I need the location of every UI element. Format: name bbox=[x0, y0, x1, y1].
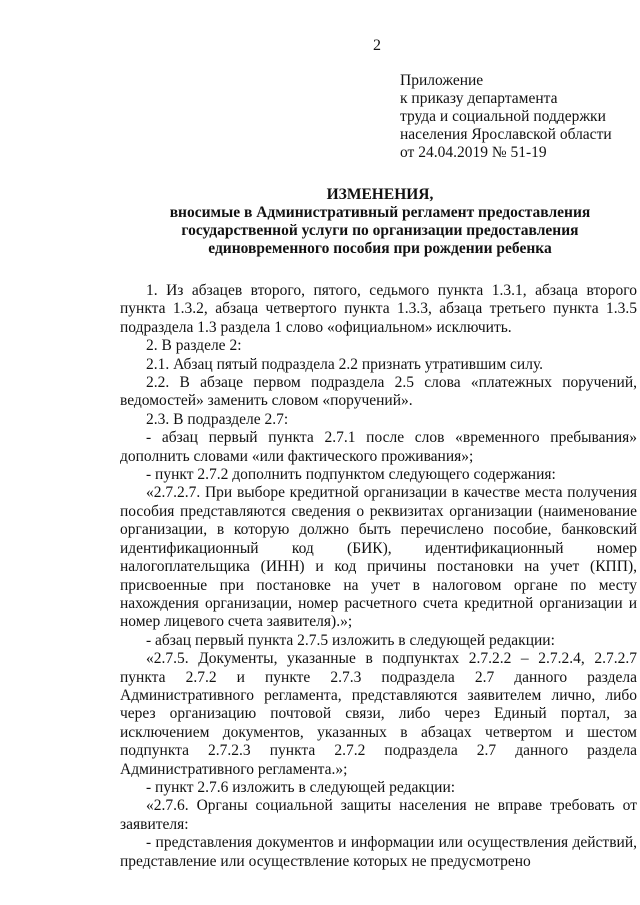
appendix-block bbox=[400, 72, 612, 162]
paragraph: «2.7.2.7. При выборе кредитной организации в качестве места получения пособия представляются сведения о реквизитах организации (наименование организации, в которую должно быть перечислено пособие, банковский идентификационный код (БИК), идентификационный номер налогоплательщика (ИНН) и код причины постановки на учет (КПП), присвоенные при постановке на учет в налоговом органе по месту нахождения организации, номер расчетного счета кредитной организации и номер лицевого счета заявителя).»; bbox=[120, 484, 637, 631]
appendix-line: от 24.04.2019 № 51-19 bbox=[400, 144, 547, 161]
paragraph: 2. В разделе 2: bbox=[146, 337, 242, 355]
paragraph: 2.2. В абзаце первом подраздела 2.5 слова «платежных поручений, ведомостей» заменить словом «поручений». bbox=[120, 374, 637, 410]
paragraph: «2.7.5. Документы, указанные в подпунктах 2.7.2.2 – 2.7.2.4, 2.7.2.7 пункта 2.7.2 и пункте 2.7.3 подраздела 2.7 данного раздела Административного регламента, представляются заявителем лично, либо через организацию почтовой связи, либо через Единый портал, за исключением документов, указанных в абзацах четвертом и шестом подпункта 2.7.2.3 пункта 2.7.2 подраздела 2.7 данного раздела Административного регламента.»; bbox=[120, 650, 637, 778]
paragraph: 2.3. В подразделе 2.7: bbox=[146, 410, 289, 428]
paragraph: - представления документов и информации или осуществления действий, представление или осуществление которых не предусмотрено bbox=[120, 834, 637, 870]
appendix-line: труда и социальной поддержки bbox=[400, 108, 606, 125]
document-title bbox=[128, 186, 632, 258]
title-line: вносимые в Административный регламент предоставления bbox=[169, 204, 591, 221]
paragraph: 2.1. Абзац пятый подраздела 2.2 признать утратившим силу. bbox=[146, 355, 544, 373]
paragraph: - пункт 2.7.6 изложить в следующей редакции: bbox=[146, 778, 456, 796]
document-body bbox=[120, 282, 637, 871]
paragraph: - пункт 2.7.2 дополнить подпунктом следующего содержания: bbox=[146, 466, 556, 484]
appendix-line: населения Ярославской области bbox=[400, 126, 612, 143]
paragraph: 1. Из абзацев второго, пятого, седьмого пункта 1.3.1, абзаца второго пункта 1.3.2, абзаца четвертого пункта 1.3.3, абзаца третьего пункта 1.3.5 подраздела 1.3 раздела 1 слово «официальном» исключить. bbox=[120, 282, 637, 336]
paragraph: - абзац первый пункта 2.7.5 изложить в следующей редакции: bbox=[146, 631, 555, 649]
appendix-line: к приказу департамента bbox=[400, 90, 558, 107]
paragraph: - абзац первый пункта 2.7.1 после слов «временного пребывания» дополнить словами «или фактического проживания»; bbox=[120, 429, 637, 465]
title-line: государственной услуги по организации предоставления bbox=[181, 222, 579, 239]
title-heading: ИЗМЕНЕНИЯ, bbox=[326, 186, 434, 203]
title-line: единовременного пособия при рождении ребенка bbox=[208, 240, 552, 257]
page-number: 2 bbox=[373, 37, 381, 54]
paragraph: «2.7.6. Органы социальной защиты населения не вправе требовать от заявителя: bbox=[120, 797, 637, 833]
appendix-line: Приложение bbox=[400, 72, 484, 89]
